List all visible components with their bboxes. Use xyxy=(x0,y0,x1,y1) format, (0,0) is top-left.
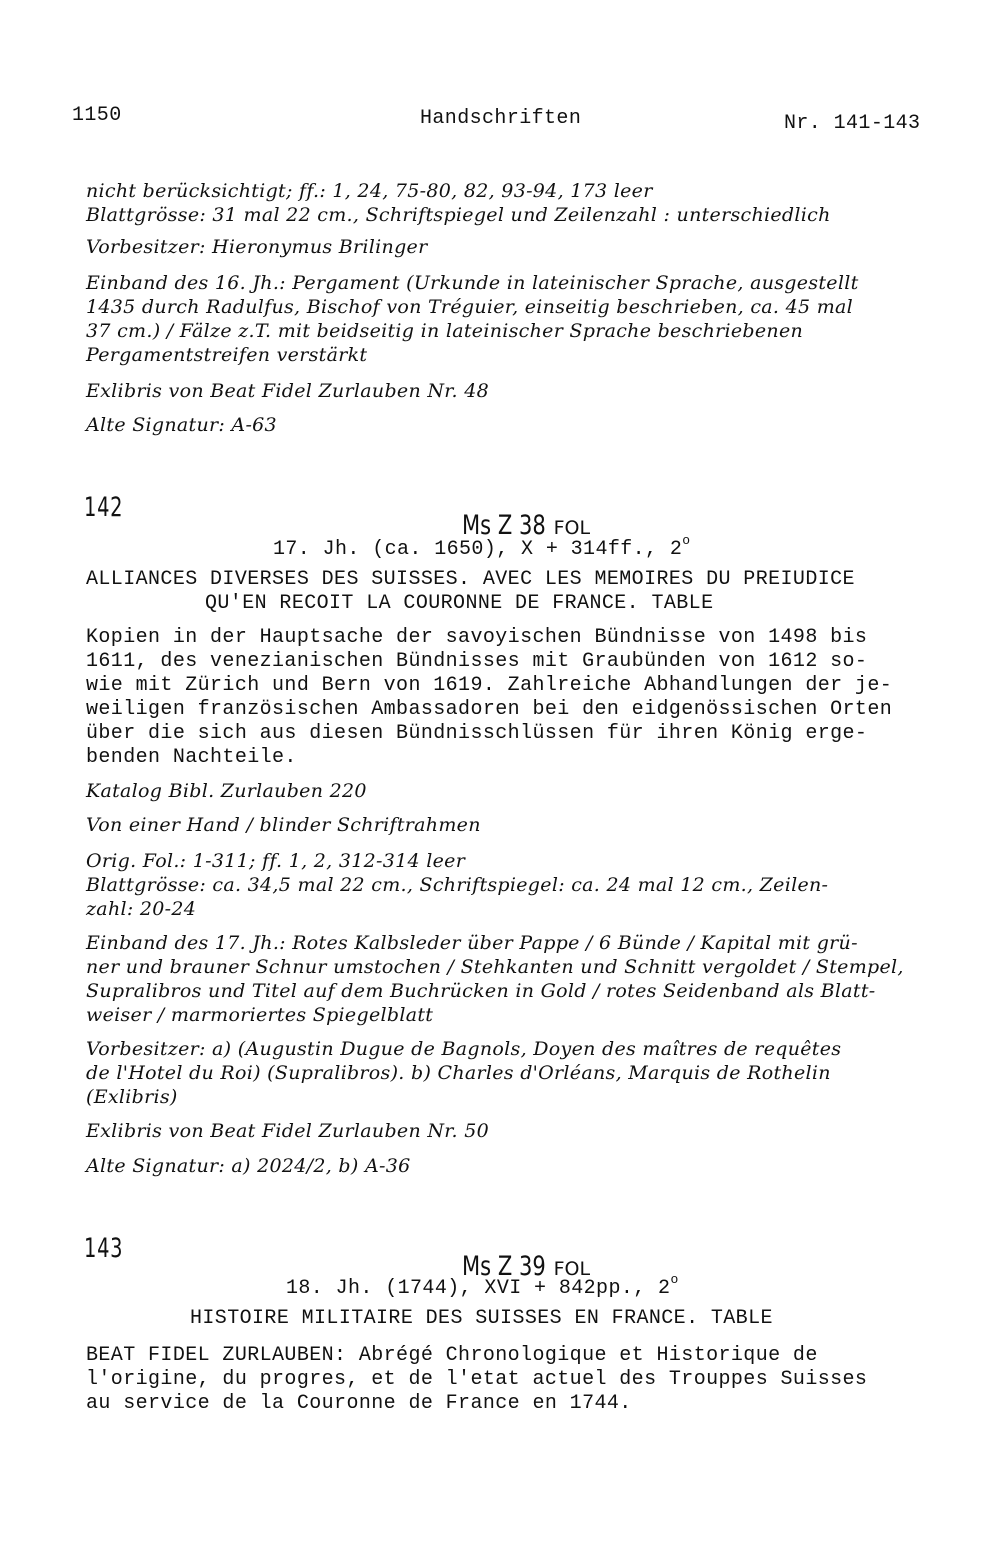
description-line: l'origine, du progres, et de l'etat actuel des Trouppes Suisses xyxy=(86,1368,868,1391)
shelfmark-main: Ms Z 39 xyxy=(462,1251,546,1282)
description-line: über die sich aus diesen Bündnisschlüssen für ihren König erge- xyxy=(86,722,868,745)
date-text: 18. Jh. (1744), XVI + 842pp., 2 xyxy=(286,1277,671,1300)
prev-line: Einband des 16. Jh.: Pergament (Urkunde in lateinischer Sprache, ausgestellt xyxy=(86,272,859,294)
note-line: weiser / marmoriertes Spiegelblatt xyxy=(86,1004,434,1026)
shelfmark-suffix: FOL xyxy=(553,517,591,539)
description-line: weiligen französischen Ambassadoren bei den eidgenössischen Orten xyxy=(86,698,893,721)
note-line: Einband des 17. Jh.: Rotes Kalbsleder über Pappe / 6 Bünde / Kapital mit grü- xyxy=(86,932,858,954)
note-line: Katalog Bibl. Zurlauben 220 xyxy=(86,780,367,802)
note-line: Von einer Hand / blinder Schriftrahmen xyxy=(86,814,481,836)
prev-line: Alte Signatur: A-63 xyxy=(86,414,277,436)
date-line xyxy=(286,1272,679,1300)
note-line: ner und brauner Schnur umstochen / Stehkanten und Schnitt vergoldet / Stempel, xyxy=(86,956,904,978)
date-text: 17. Jh. (ca. 1650), X + 314ff., 2 xyxy=(273,538,683,561)
entry-number: 143 xyxy=(84,1233,124,1264)
note-line: Orig. Fol.: 1-311; ff. 1, 2, 312-314 leer xyxy=(86,850,466,872)
shelfmark-suffix: FOL xyxy=(553,1258,591,1280)
description-line: wie mit Zürich und Bern von 1619. Zahlreiche Abhandlungen der je- xyxy=(86,674,893,697)
date-line xyxy=(273,533,690,561)
entry-title: ALLIANCES DIVERSES DES SUISSES. AVEC LES MEMOIRES DU PREIUDICE xyxy=(86,568,855,591)
description-line: BEAT FIDEL ZURLAUBEN: Abrégé Chronologique et Historique de xyxy=(86,1344,818,1367)
description-line: benden Nachteile. xyxy=(86,746,297,769)
prev-line: 1435 durch Radulfus, Bischof von Tréguier, einseitig beschrieben, ca. 45 mal xyxy=(86,296,854,318)
prev-line: Vorbesitzer: Hieronymus Brilinger xyxy=(86,236,428,258)
entry-title: HISTOIRE MILITAIRE DES SUISSES EN FRANCE. TABLE xyxy=(190,1307,773,1330)
description-line: Kopien in der Hauptsache der savoyischen Bündnisse von 1498 bis xyxy=(86,626,868,649)
format-superscript: o xyxy=(670,1272,679,1287)
entry-number: 142 xyxy=(84,492,124,523)
shelfmark-main: Ms Z 38 xyxy=(462,510,546,541)
note-line: Supralibros und Titel auf dem Buchrücken in Gold / rotes Seidenband als Blatt- xyxy=(86,980,876,1002)
prev-line: 37 cm.) / Fälze z.T. mit beidseitig in lateinischer Sprache beschriebenen xyxy=(86,320,804,342)
description-line: au service de la Couronne de France en 1744. xyxy=(86,1392,632,1415)
running-title: Handschriften xyxy=(420,107,582,130)
entry-range: Nr. 141-143 xyxy=(784,112,921,135)
prev-line: Exlibris von Beat Fidel Zurlauben Nr. 48 xyxy=(86,380,490,402)
note-line: zahl: 20-24 xyxy=(86,898,197,920)
note-line: Blattgrösse: ca. 34,5 mal 22 cm., Schriftspiegel: ca. 24 mal 12 cm., Zeilen- xyxy=(86,874,829,896)
note-line: de l'Hotel du Roi) (Supralibros). b) Charles d'Orléans, Marquis de Rothelin xyxy=(86,1062,831,1084)
format-superscript: o xyxy=(682,533,691,548)
prev-line: Blattgrösse: 31 mal 22 cm., Schriftspiegel und Zeilenzahl : unterschiedlich xyxy=(86,204,831,226)
note-line: Exlibris von Beat Fidel Zurlauben Nr. 50 xyxy=(86,1120,490,1142)
note-line: Alte Signatur: a) 2024/2, b) A-36 xyxy=(86,1155,411,1177)
note-line: (Exlibris) xyxy=(86,1086,178,1108)
prev-line: nicht berücksichtigt; ff.: 1, 24, 75-80, 82, 93-94, 173 leer xyxy=(86,180,653,202)
page-number: 1150 xyxy=(72,104,122,127)
prev-line: Pergamentstreifen verstärkt xyxy=(86,344,368,366)
entry-title: QU'EN RECOIT LA COURONNE DE FRANCE. TABLE xyxy=(205,592,714,615)
note-line: Vorbesitzer: a) (Augustin Dugue de Bagnols, Doyen des maîtres de requêtes xyxy=(86,1038,842,1060)
description-line: 1611, des venezianischen Bündnisses mit Graubünden von 1612 so- xyxy=(86,650,868,673)
